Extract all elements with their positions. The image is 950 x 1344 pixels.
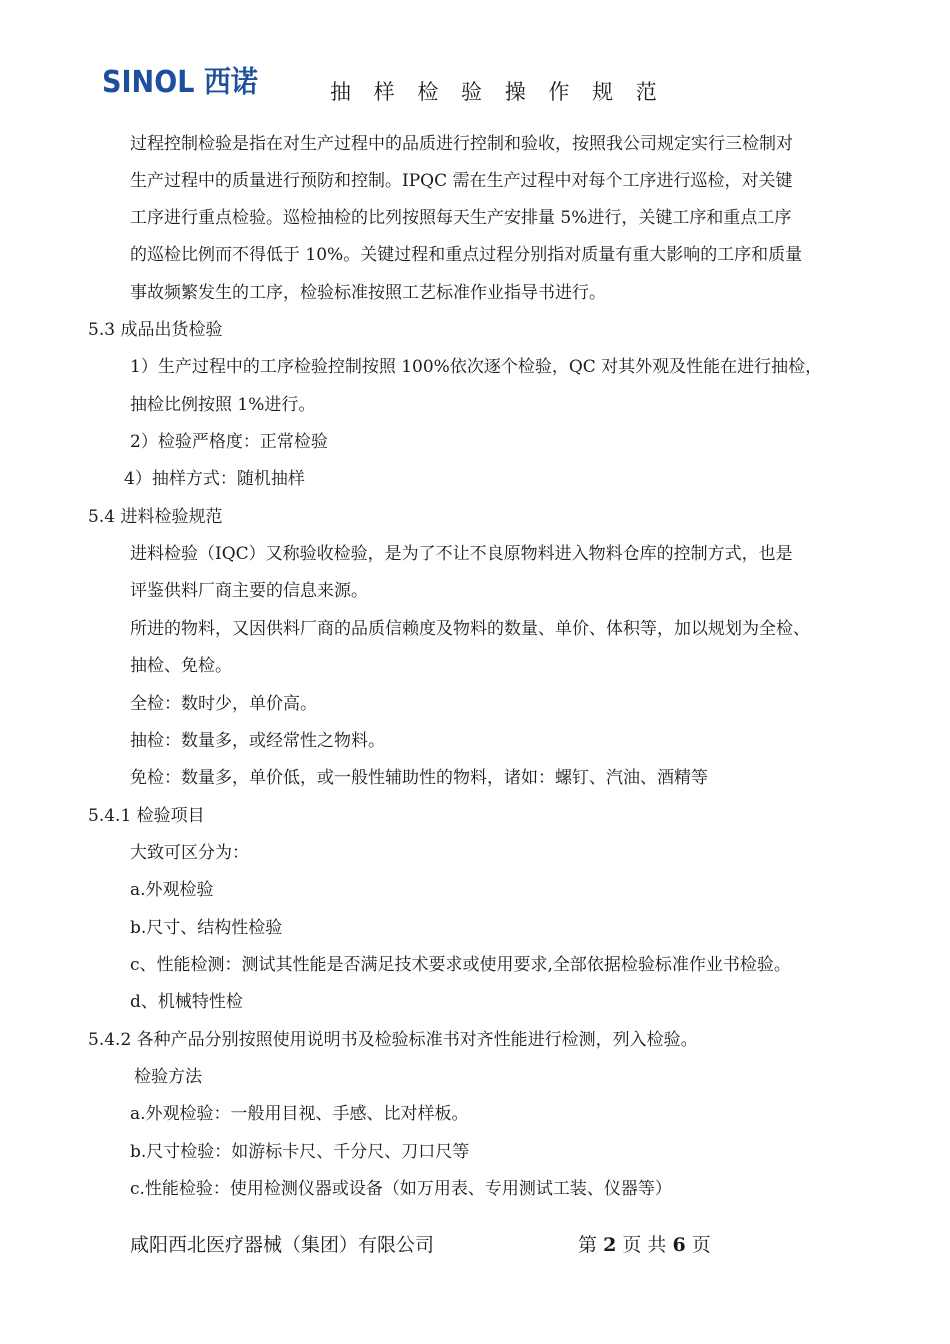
paragraph-line: 过程控制检验是指在对生产过程中的品质进行控制和验收，按照我公司规定实行三检制对 [130, 134, 793, 154]
paragraph-line: 进料检验（IQC）又称验收检验，是为了不让不良原物料进入物料仓库的控制方式，也是 [130, 544, 793, 564]
paragraph-line: 抽检：数量多，或经常性之物料。 [130, 731, 385, 751]
paragraph-line: d、机械特性检 [130, 992, 243, 1012]
paragraph-line: a.外观检验 [130, 880, 214, 900]
paragraph-line: 事故频繁发生的工序，检验标准按照工艺标准作业指导书进行。 [130, 283, 606, 303]
paragraph-line: b.尺寸、结构性检验 [130, 918, 283, 938]
paragraph-line: 全检：数时少，单价高。 [130, 694, 317, 714]
paragraph-line: 工序进行重点检验。巡检抽检的比列按照每天生产安排量 5%进行，关键工序和重点工序 [130, 208, 792, 228]
paragraph-line: 2）检验严格度：正常检验 [130, 432, 328, 452]
section-heading: 5.4.1 检验项目 [88, 806, 205, 826]
paragraph-line: 抽检比例按照 1%进行。 [130, 395, 316, 415]
page-total: 6 [672, 1234, 686, 1256]
section-heading: 5.4 进料检验规范 [88, 507, 223, 527]
page-middle: 页 共 [622, 1234, 667, 1256]
footer-company: 咸阳西北医疗器械（集团）有限公司 [130, 1234, 435, 1256]
paragraph-line: 生产过程中的质量进行预防和控制。IPQC 需在生产过程中对每个工序进行巡检，对关键 [130, 171, 793, 191]
document-title: 抽 样 检 验 操 作 规 范 [330, 80, 665, 104]
paragraph-line: c、性能检测：测试其性能是否满足技术要求或使用要求,全部依据检验标准作业书检验。 [130, 955, 791, 975]
section-heading: 5.4.2 各种产品分别按照使用说明书及检验标准书对齐性能进行检测，列入检验。 [88, 1030, 698, 1050]
paragraph-line: 免检：数量多，单价低，或一般性辅助性的物料，诸如：螺钉、汽油、酒精等 [130, 768, 708, 788]
paragraph-line: c.性能检验：使用检测仪器或设备（如万用表、专用测试工装、仪器等） [130, 1179, 672, 1199]
company-logo [100, 54, 262, 102]
paragraph-line: 检验方法 [134, 1067, 202, 1087]
paragraph-line: b.尺寸检验：如游标卡尺、千分尺、刀口尺等 [130, 1142, 470, 1162]
paragraph-line: 大致可区分为： [130, 843, 249, 863]
page-suffix: 页 [691, 1234, 711, 1256]
paragraph-line: 4）抽样方式：随机抽样 [124, 469, 305, 489]
paragraph-line: 1）生产过程中的工序检验控制按照 100%依次逐个检验，QC 对其外观及性能在进行抽检， [130, 357, 823, 377]
page-prefix: 第 [578, 1234, 598, 1256]
paragraph-line: 抽检、免检。 [130, 656, 232, 676]
paragraph-line: a.外观检验：一般用目视、手感、比对样板。 [130, 1104, 469, 1124]
paragraph-line: 评鉴供料厂商主要的信息来源。 [130, 581, 368, 601]
paragraph-line: 的巡检比例而不得低于 10%。关键过程和重点过程分别指对质量有重大影响的工序和质量 [130, 245, 803, 265]
paragraph-line: 所进的物料，又因供料厂商的品质信赖度及物料的数量、单价、体积等，加以规划为全检、 [130, 619, 810, 639]
page-current: 2 [603, 1234, 617, 1256]
footer-page-number [578, 1230, 711, 1257]
section-heading: 5.3 成品出货检验 [88, 320, 223, 340]
logo-text: SINOL 西诺 [102, 65, 258, 100]
